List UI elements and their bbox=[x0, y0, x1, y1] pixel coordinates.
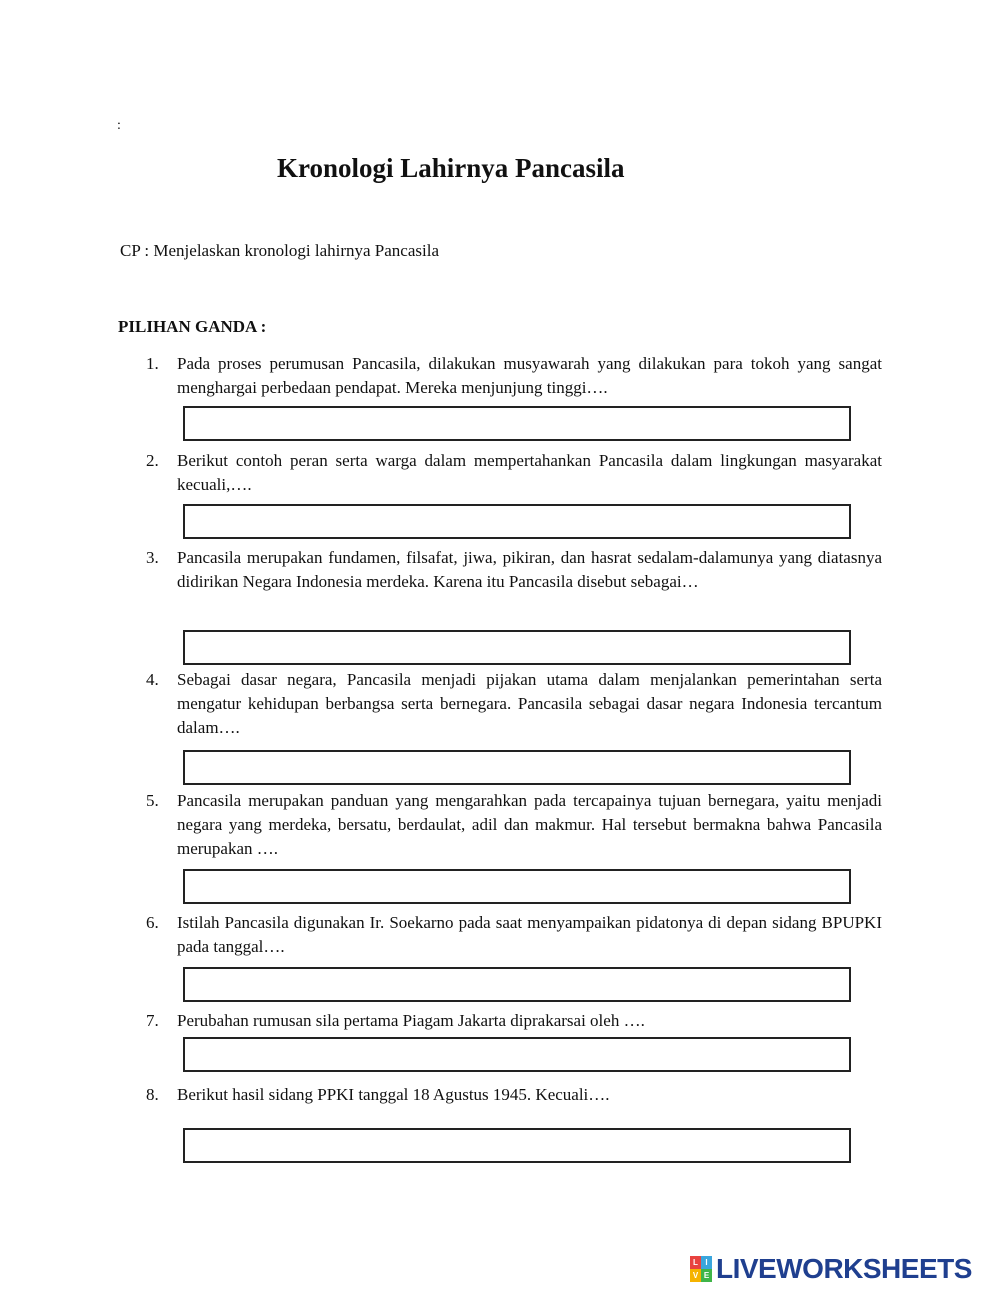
question-5-number: 5. bbox=[146, 791, 159, 810]
question-3-text: Pancasila merupakan fundamen, filsafat, jiwa, pikiran, dan hasrat sedalam-dalamunya yang diatasnya didirikan Negara Indonesia merdeka. Karena itu Pancasila disebut sebagai… bbox=[177, 548, 882, 591]
question-4-text: Sebagai dasar negara, Pancasila menjadi pijakan utama dalam menjalankan pemerintahan serta mengatur kehidupan berbangsa serta bernegara. Pancasila sebagai dasar negara Indonesia tercantum dalam…. bbox=[177, 670, 882, 737]
question-4-number: 4. bbox=[146, 670, 159, 689]
answer-input-8[interactable] bbox=[183, 1128, 851, 1163]
answer-input-7[interactable] bbox=[183, 1037, 851, 1072]
question-6-text: Istilah Pancasila digunakan Ir. Soekarno pada saat menyampaikan pidatonya di depan sidang BPUPKI pada tanggal…. bbox=[177, 913, 882, 956]
answer-input-3[interactable] bbox=[183, 630, 851, 665]
learning-objective: CP : Menjelaskan kronologi lahirnya Pancasila bbox=[120, 241, 439, 260]
question-6-number: 6. bbox=[146, 913, 159, 932]
answer-input-1[interactable] bbox=[183, 406, 851, 441]
question-8-text: Berikut hasil sidang PPKI tanggal 18 Agustus 1945. Kecuali…. bbox=[177, 1085, 610, 1104]
logo-icon-letter-v: V bbox=[690, 1269, 701, 1282]
page-title: Kronologi Lahirnya Pancasila bbox=[277, 153, 625, 183]
question-8-number: 8. bbox=[146, 1085, 159, 1104]
section-heading: PILIHAN GANDA : bbox=[118, 317, 267, 336]
liveworksheets-logo bbox=[690, 1253, 972, 1285]
question-3-number: 3. bbox=[146, 548, 159, 567]
liveworksheets-logo-text: LIVEWORKSHEETS bbox=[716, 1253, 972, 1284]
question-7-number: 7. bbox=[146, 1011, 159, 1030]
question-2-text: Berikut contoh peran serta warga dalam mempertahankan Pancasila dalam lingkungan masyarakat kecuali,…. bbox=[177, 451, 882, 494]
question-1-number: 1. bbox=[146, 354, 159, 373]
question-2-number: 2. bbox=[146, 451, 159, 470]
logo-icon-letter-l: L bbox=[690, 1256, 701, 1269]
liveworksheets-logo-icon bbox=[690, 1256, 712, 1282]
question-5-text: Pancasila merupakan panduan yang mengarahkan pada tercapainya tujuan bernegara, yaitu menjadi negara yang merdeka, bersatu, berdaulat, adil dan makmur. Hal tersebut bermakna bahwa Pancasila merupakan …. bbox=[177, 791, 882, 858]
header-colon-mark: : bbox=[117, 118, 121, 133]
logo-icon-letter-i: I bbox=[701, 1256, 712, 1269]
question-7-text: Perubahan rumusan sila pertama Piagam Jakarta diprakarsai oleh …. bbox=[177, 1011, 645, 1030]
question-1-text: Pada proses perumusan Pancasila, dilakukan musyawarah yang dilakukan para tokoh yang sangat menghargai perbedaan pendapat. Mereka menjunjung tinggi…. bbox=[177, 354, 882, 397]
answer-input-5[interactable] bbox=[183, 869, 851, 904]
answer-input-4[interactable] bbox=[183, 750, 851, 785]
answer-input-2[interactable] bbox=[183, 504, 851, 539]
logo-icon-letter-e: E bbox=[701, 1269, 712, 1282]
answer-input-6[interactable] bbox=[183, 967, 851, 1002]
